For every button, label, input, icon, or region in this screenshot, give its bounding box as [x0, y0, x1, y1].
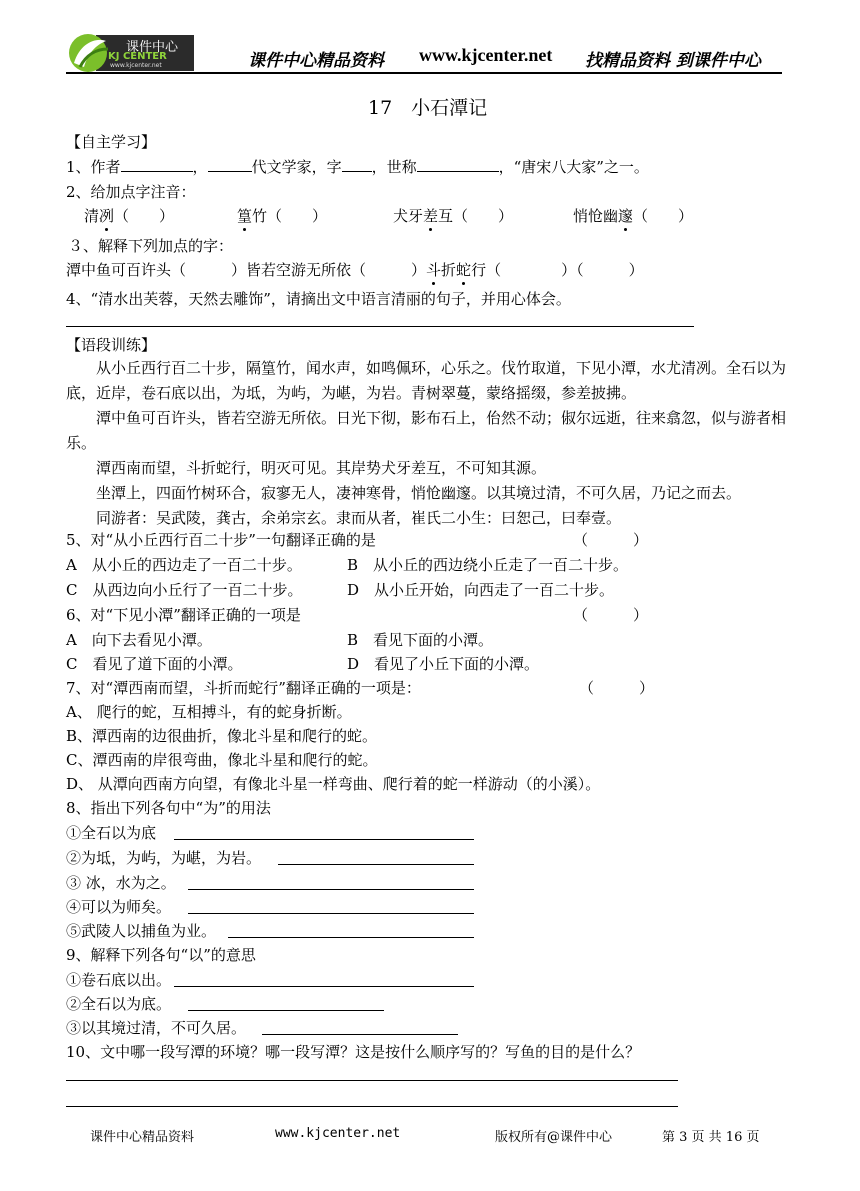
q2-item-post: 互（ ）: [438, 207, 514, 225]
q9-item-2: ②全石以为底。: [66, 995, 172, 1013]
header-rule: [66, 72, 782, 74]
q8-answer-line-2[interactable]: [278, 864, 474, 865]
q1-blank-dynasty[interactable]: [208, 157, 252, 172]
q6-answer-paren[interactable]: （ ）: [573, 606, 649, 624]
question-6-stem: 6、对“下见小潭”翻译正确的一项是: [66, 606, 301, 624]
q9-answer-line-2[interactable]: [188, 1010, 384, 1011]
q8-item-3: ③ 冰，水为之。: [66, 874, 176, 892]
question-3-prompt: ３、解释下列加点的字：: [68, 237, 234, 255]
q3-text: 潭中鱼可百许头（ ）皆若空游无所依（ ）: [66, 261, 427, 279]
logo-mark: KJ CENTER: [108, 51, 167, 62]
q3-text-post: 行（ ）（ ）: [471, 261, 644, 279]
q1-text-d: ，世称: [371, 158, 417, 176]
q8-answer-line-4[interactable]: [188, 913, 474, 914]
q4-answer-line[interactable]: [66, 326, 694, 327]
q1-text-b: ，: [192, 158, 208, 176]
q1-text-c: 代文学家，字: [251, 158, 342, 176]
q8-item-1: ①全石以为底: [66, 824, 157, 842]
q7-option-d[interactable]: D、 从潭向西南方向望，有像北斗星一样弯曲、爬行着的蛇一样游动（的小溪）。: [66, 775, 601, 793]
q5-option-c[interactable]: C 从西边向小丘行了一百二十步。: [66, 581, 303, 599]
header-tagline-left: 课件中心精品资料: [248, 51, 384, 71]
passage-paragraph-3: 潭西南而望，斗折蛇行，明灭可见。其岸势犬牙差互，不可知其源。: [96, 459, 547, 477]
logo-text: 课件中心: [126, 40, 179, 55]
q3-text-mid: 折: [441, 261, 457, 279]
header-url[interactable]: www.kjcenter.net: [419, 45, 553, 65]
logo: [66, 33, 194, 73]
q2-item-post: 竹（ ）: [252, 207, 328, 225]
q2-dotted-char: 冽: [99, 207, 115, 225]
passage-paragraph-1: 从小丘西行百二十步，隔篁竹，闻水声，如鸣佩环，心乐之。伐竹取道，下见小潭，水尤清冽。全石以为底，近岸，卷石底以出，为坻，为屿，为嵁，为岩。青树翠蔓，蒙络摇缀，参差披拂。: [66, 359, 787, 402]
section-heading-exercises: 【语段训练】: [66, 336, 157, 354]
q8-answer-line-3[interactable]: [188, 889, 474, 890]
q6-option-c[interactable]: C 看见了道下面的小潭。: [66, 655, 243, 673]
q8-item-5: ⑤武陵人以捕鱼为业。: [66, 922, 217, 940]
q2-item-pre: 犬牙: [393, 207, 424, 225]
q2-item-post: （ ）: [633, 207, 694, 225]
q9-item-3: ③以其境过清，不可久居。: [66, 1019, 247, 1037]
q2-dotted-char: 篁: [237, 207, 253, 225]
q10-answer-line-1[interactable]: [66, 1080, 678, 1081]
q9-answer-line-1[interactable]: [174, 986, 474, 987]
q2-item-pre: 清: [84, 207, 100, 225]
question-2-prompt: 2、给加点字注音：: [66, 183, 196, 201]
q1-text-a: 1、作者: [66, 158, 121, 176]
question-3-items: [66, 259, 644, 280]
q3-dotted-char: 斗: [426, 261, 442, 279]
q8-answer-line-5[interactable]: [228, 937, 474, 938]
q1-blank-title[interactable]: [417, 157, 499, 172]
q1-blank-author[interactable]: [121, 157, 193, 172]
q2-item-2: [237, 205, 327, 226]
q5-option-b[interactable]: B 从小丘的西边绕小丘走了一百二十步。: [347, 556, 629, 574]
passage-paragraph-2: 潭中鱼可百许头，皆若空游无所依。日光下彻，影布石上，佁然不动；俶尔远逝，往来翕忽，似与游者相乐。: [66, 409, 787, 452]
q2-dotted-char: 差: [423, 207, 439, 225]
q7-option-b[interactable]: B、潭西南的边很曲折，像北斗星和爬行的蛇。: [66, 727, 378, 745]
q8-item-2: ②为坻，为屿，为嵁，为岩。: [66, 849, 262, 867]
q5-option-d[interactable]: D 从小丘开始，向西走了一百二十步。: [347, 581, 615, 599]
footer-url[interactable]: www.kjcenter.net: [275, 1126, 401, 1141]
question-7-stem: 7、对“潭西南而望，斗折而蛇行”翻译正确的一项是：: [66, 679, 421, 697]
footer-left: 课件中心精品资料: [90, 1130, 195, 1145]
q1-blank-courtesy-name[interactable]: [342, 157, 372, 172]
header-tagline-right: 找精品资料 到课件中心: [585, 51, 761, 71]
q2-item-post: （ ）: [114, 207, 175, 225]
q5-option-a[interactable]: A 从小丘的西边走了一百二十步。: [66, 556, 302, 574]
passage-paragraph-5: 同游者：吴武陵，龚古，余弟宗玄。隶而从者，崔氏二小生：曰恕己，曰奉壹。: [96, 509, 622, 527]
q10-answer-line-2[interactable]: [66, 1106, 678, 1107]
q9-answer-line-3[interactable]: [262, 1034, 458, 1035]
page-title: 17 小石潭记: [368, 97, 488, 119]
q2-item-4: [573, 205, 693, 226]
q2-item-1: [84, 205, 174, 226]
question-9-stem: 9、解释下列各句“以”的意思: [66, 946, 256, 964]
q5-answer-paren[interactable]: （ ）: [573, 531, 649, 549]
question-10: 10、文中哪一段写潭的环境？哪一段写潭？这是按什么顺序写的？写鱼的目的是什么？: [66, 1043, 641, 1061]
q2-dotted-char: 邃: [618, 207, 634, 225]
footer-copyright: 版权所有@课件中心: [495, 1130, 613, 1145]
q6-option-a[interactable]: A 向下去看见小潭。: [66, 631, 212, 649]
q6-option-d[interactable]: D 看见了小丘下面的小潭。: [347, 655, 540, 673]
q9-item-1: ①卷石底以出。: [66, 971, 172, 989]
question-1: [66, 156, 649, 177]
q3-dotted-char-2: 蛇: [456, 261, 472, 279]
logo-url: www.kjcenter.net: [110, 62, 162, 69]
q6-option-b[interactable]: B 看见下面的小潭。: [347, 631, 494, 649]
question-8-stem: 8、指出下列各句中“为”的用法: [66, 799, 271, 817]
passage-paragraph-4: 坐潭上，四面竹树环合，寂寥无人，凄神寒骨，悄怆幽邃。以其境过清，不可久居，乃记之而去。: [96, 484, 742, 502]
q7-option-c[interactable]: C、潭西南的岸很弯曲，像北斗星和爬行的蛇。: [66, 751, 378, 769]
q7-option-a[interactable]: A、 爬行的蛇，互相搏斗，有的蛇身折断。: [66, 703, 352, 721]
question-5-stem: 5、对“从小丘西行百二十步”一句翻译正确的是: [66, 531, 376, 549]
q7-answer-paren[interactable]: （ ）: [579, 679, 655, 697]
section-heading-self-study: 【自主学习】: [66, 133, 157, 151]
footer-page-number: 第 3 页 共 16 页: [662, 1130, 760, 1145]
q2-item-pre: 悄怆幽: [573, 207, 619, 225]
q8-answer-line-1[interactable]: [174, 839, 474, 840]
question-4: 4、“清水出芙蓉，天然去雕饰”，请摘出文中语言清丽的句子，并用心体会。: [66, 290, 571, 308]
q1-text-e: ，“唐宋八大家”之一。: [498, 158, 649, 176]
q8-item-4: ④可以为师矣。: [66, 898, 172, 916]
q2-item-3: [393, 205, 513, 226]
